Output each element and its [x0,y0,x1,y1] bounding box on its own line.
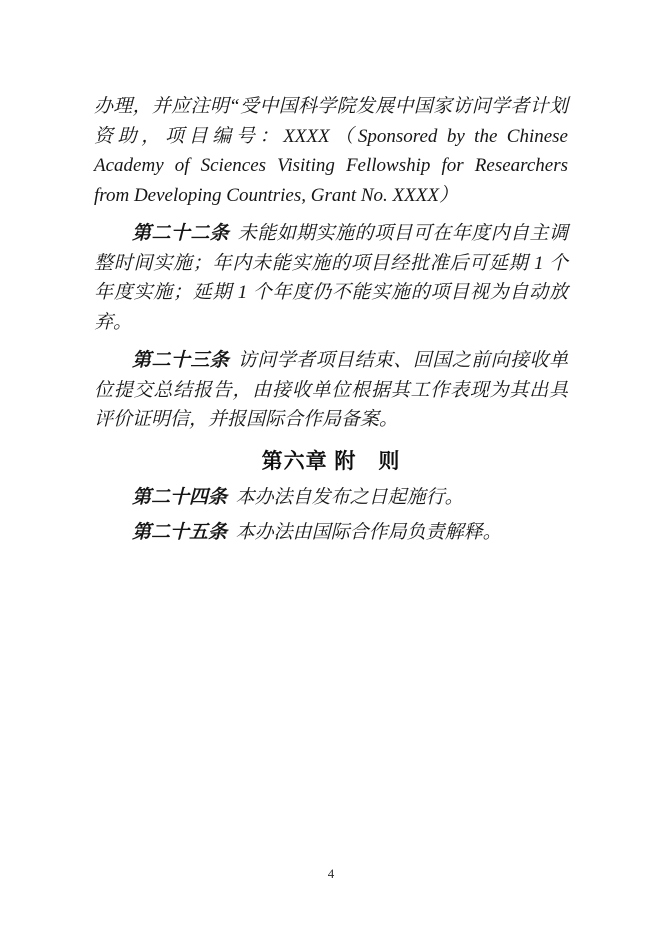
article-23 [94,346,568,435]
article-22-label: 第二十二条 [132,223,230,244]
article-23-label: 第二十三条 [132,350,230,371]
page-number: 4 [327,866,335,881]
article-22 [94,219,568,337]
article-24 [94,483,568,513]
article-24-text: 本办法自发布之日起施行。 [235,486,464,508]
document-body [94,92,568,548]
article-22-text: 未能如期实施的项目可在年度内自主调整时间实施；年内未能实施的项目经批准后可延期 1 个年度实施；延期 1 个年度仍不能实施的项目视为自动放弃。 [94,223,568,333]
paragraph-continuation: 办理，并应注明“受中国科学院发展中国家访问学者计划资助，项目编号：XXXX（Sponsored by the Chinese Academy of Sciences Visiting Fellowship for Researchers from Developing Countries, Grant No. XXXX） [94,96,568,206]
chapter-heading: 第六章 附 则 [261,449,401,473]
article-23-text: 访问学者项目结束、回国之前向接收单位提交总结报告，由接收单位根据其工作表现为其出具评价证明信，并报国际合作局备案。 [94,350,568,430]
article-25 [94,518,568,548]
article-25-text: 本办法由国际合作局负责解释。 [235,522,502,543]
article-24-label: 第二十四条 [132,486,228,508]
article-25-label: 第二十五条 [132,522,228,543]
